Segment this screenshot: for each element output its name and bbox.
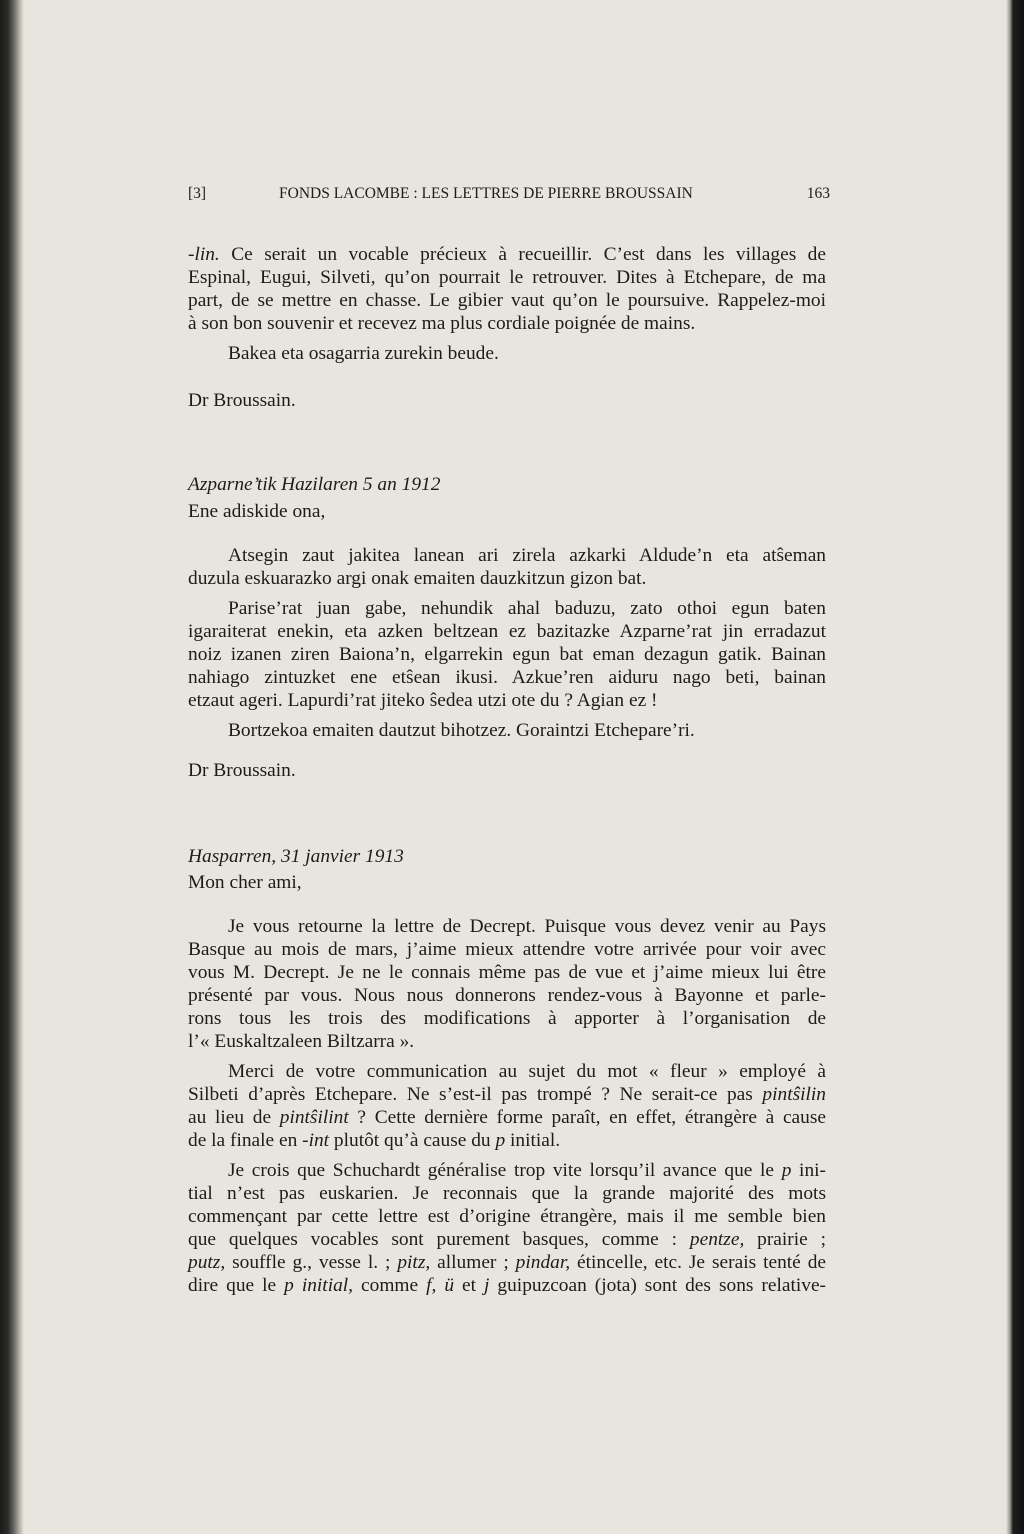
paragraph — [188, 597, 826, 712]
italic-term: p initial, — [284, 1275, 354, 1296]
text-segment: commençant par cette lettre est d’origine étrangère, mais il me semble bien — [188, 1206, 826, 1227]
italic-term: p — [495, 1130, 506, 1151]
text-segment: prairie ; — [744, 1229, 827, 1250]
text-line — [188, 1274, 826, 1297]
text-segment: Basque au mois de mars, j’aime mieux attendre votre arrivée pour voir avec — [188, 939, 826, 960]
text-line — [188, 984, 826, 1007]
text-segment: Je crois que Schuchardt généralise trop vite lorsqu’il avance que le — [228, 1160, 782, 1181]
salutation-text: Mon cher ami, — [188, 872, 302, 893]
signature — [188, 389, 826, 412]
text-line — [188, 1251, 826, 1274]
text-line — [188, 666, 826, 689]
text-segment: Ce serait un vocable précieux à recueillir. C’est dans les villages de — [219, 244, 826, 265]
text-segment: présenté par vous. Nous nous donnerons rendez-vous à Bayonne et parle- — [188, 985, 826, 1006]
text-line — [188, 915, 826, 938]
italic-term: putz, — [188, 1252, 226, 1273]
salutation-text: Ene adiskide ona, — [188, 501, 326, 522]
text-line — [188, 243, 826, 266]
paragraph — [188, 544, 826, 590]
text-segment: part, de se mettre en chasse. Le gibier vaut qu’on le poursuive. Rappelez-moi — [188, 290, 826, 311]
italic-term: pintŝilin — [762, 1084, 826, 1105]
text-segment: guipuzcoan (jota) sont des sons relative- — [489, 1275, 827, 1296]
text-segment: à son bon souvenir et recevez ma plus cordiale poignée de mains. — [188, 313, 696, 334]
text-line — [188, 938, 826, 961]
text-segment: et — [454, 1275, 485, 1296]
text-line — [188, 1060, 826, 1083]
text-line — [188, 1228, 826, 1251]
text-line — [188, 289, 826, 312]
text-line — [188, 342, 826, 365]
text-segment: Espinal, Eugui, Silveti, qu’on pourrait le retrouver. Dites à Etchepare, de ma — [188, 267, 826, 288]
text-segment: ? Cette dernière forme paraît, en effet, étrangère à cause — [348, 1107, 826, 1128]
text-segment: Bortzekoa emaiten dautzut bihotzez. Goraintzi Etchepare’ri. — [228, 720, 695, 741]
paragraph — [188, 1159, 826, 1297]
salutation — [188, 871, 826, 894]
text-segment: Je vous retourne la lettre de Decrept. Puisque vous devez venir au Pays — [228, 916, 826, 937]
italic-term: pindar, — [515, 1252, 571, 1273]
text-line — [188, 1205, 826, 1228]
text-line — [188, 689, 826, 712]
text-line — [188, 1007, 826, 1030]
section-number: [3] — [188, 185, 207, 202]
running-header — [188, 185, 830, 207]
text-segment: vous M. Decrept. Je ne le connais même pas de vue et j’aime mieux lui être — [188, 962, 826, 983]
paragraph — [188, 1060, 826, 1152]
text-segment: igaraiterat enekin, eta azken beltzean ez bazitazke Azparne’rat jin erradazut — [188, 621, 826, 642]
text-line — [188, 961, 826, 984]
text-line — [188, 643, 826, 666]
text-line — [188, 719, 826, 742]
text-line — [188, 544, 826, 567]
text-segment: etzaut ageri. Lapurdi’rat jiteko ŝedea utzi ote du ? Agian ez ! — [188, 690, 658, 711]
text-segment: ini- — [791, 1160, 826, 1181]
text-segment: plutôt qu’à cause du — [329, 1130, 496, 1151]
text-line — [188, 567, 826, 590]
salutation — [188, 500, 826, 523]
text-segment: Atsegin zaut jakitea lanean ari zirela azkarki Aldude’n eta atŝeman — [228, 545, 826, 566]
italic-term: pentze, — [689, 1229, 745, 1250]
text-segment: dire que le — [188, 1275, 285, 1296]
italic-term: p — [781, 1160, 792, 1181]
text-line — [188, 1129, 826, 1152]
italic-term: j — [484, 1275, 490, 1296]
text-segment: allumer ; — [430, 1252, 516, 1273]
text-line — [188, 266, 826, 289]
text-segment: tial n’est pas euskarien. Je reconnais que la grande majorité des mots — [188, 1183, 826, 1204]
text-segment: l’« Euskaltzaleen Biltzarra ». — [188, 1031, 415, 1052]
text-line — [188, 620, 826, 643]
text-segment: nahiago zintuzket ene etŝean ikusi. Azkue’ren aiduru nago beti, bainan — [188, 667, 826, 688]
text-segment: Bakea eta osagarria zurekin beude. — [228, 343, 499, 364]
text-segment: Silbeti d’après Etchepare. Ne s’est-il pas trompé ? Ne serait-ce pas — [188, 1084, 763, 1105]
dateline — [188, 473, 826, 496]
signature-text: Dr Broussain. — [188, 390, 296, 411]
italic-term: pintŝilint — [279, 1107, 349, 1128]
date-text: Azparne’tik Hazilaren 5 an 1912 — [188, 474, 441, 495]
text-line — [188, 1106, 826, 1129]
text-segment: initial. — [505, 1130, 561, 1151]
signature-text: Dr Broussain. — [188, 760, 296, 781]
text-segment: de la finale en — [188, 1130, 303, 1151]
text-segment: souffle g., vesse l. ; — [225, 1252, 398, 1273]
page-number: 163 — [806, 185, 830, 202]
text-line — [188, 1182, 826, 1205]
text-line — [188, 1159, 826, 1182]
text-segment: duzula eskuarazko argi onak emaiten dauzkitzun gizon bat. — [188, 568, 647, 589]
text-segment: noiz izanen ziren Baiona’n, elgarrekin egun bat eman dezagun gatik. Bainan — [188, 644, 826, 665]
text-segment: rons tous les trois des modifications à apporter à l’organisation de — [188, 1008, 826, 1029]
text-segment: que quelques vocables sont purement basques, comme : — [188, 1229, 690, 1250]
page-edge-right — [1006, 0, 1024, 1534]
text-segment: étincelle, etc. Je serais tenté de — [570, 1252, 827, 1273]
book-binding-left — [0, 0, 24, 1534]
paragraph — [188, 915, 826, 1053]
text-line — [188, 312, 826, 335]
running-title: FONDS LACOMBE : LES LETTRES DE PIERRE BROUSSAIN — [279, 185, 693, 202]
text-segment: Parise’rat juan gabe, nehundik ahal baduzu, zato othoi egun baten — [228, 598, 826, 619]
italic-term: f, ü — [426, 1275, 455, 1296]
text-line — [188, 597, 826, 620]
text-segment: au lieu de — [188, 1107, 280, 1128]
signature — [188, 759, 826, 782]
text-segment: comme — [353, 1275, 427, 1296]
text-line — [188, 1083, 826, 1106]
paragraph — [188, 719, 826, 742]
italic-term: pitz, — [397, 1252, 431, 1273]
italic-term: -lin. — [188, 244, 220, 265]
paragraph — [188, 342, 826, 365]
italic-term: -int — [302, 1130, 330, 1151]
date-text: Hasparren, 31 janvier 1913 — [188, 846, 404, 867]
dateline — [188, 845, 826, 868]
paragraph — [188, 243, 826, 335]
text-line — [188, 1030, 826, 1053]
text-segment: Merci de votre communication au sujet du mot « fleur » employé à — [228, 1061, 826, 1082]
